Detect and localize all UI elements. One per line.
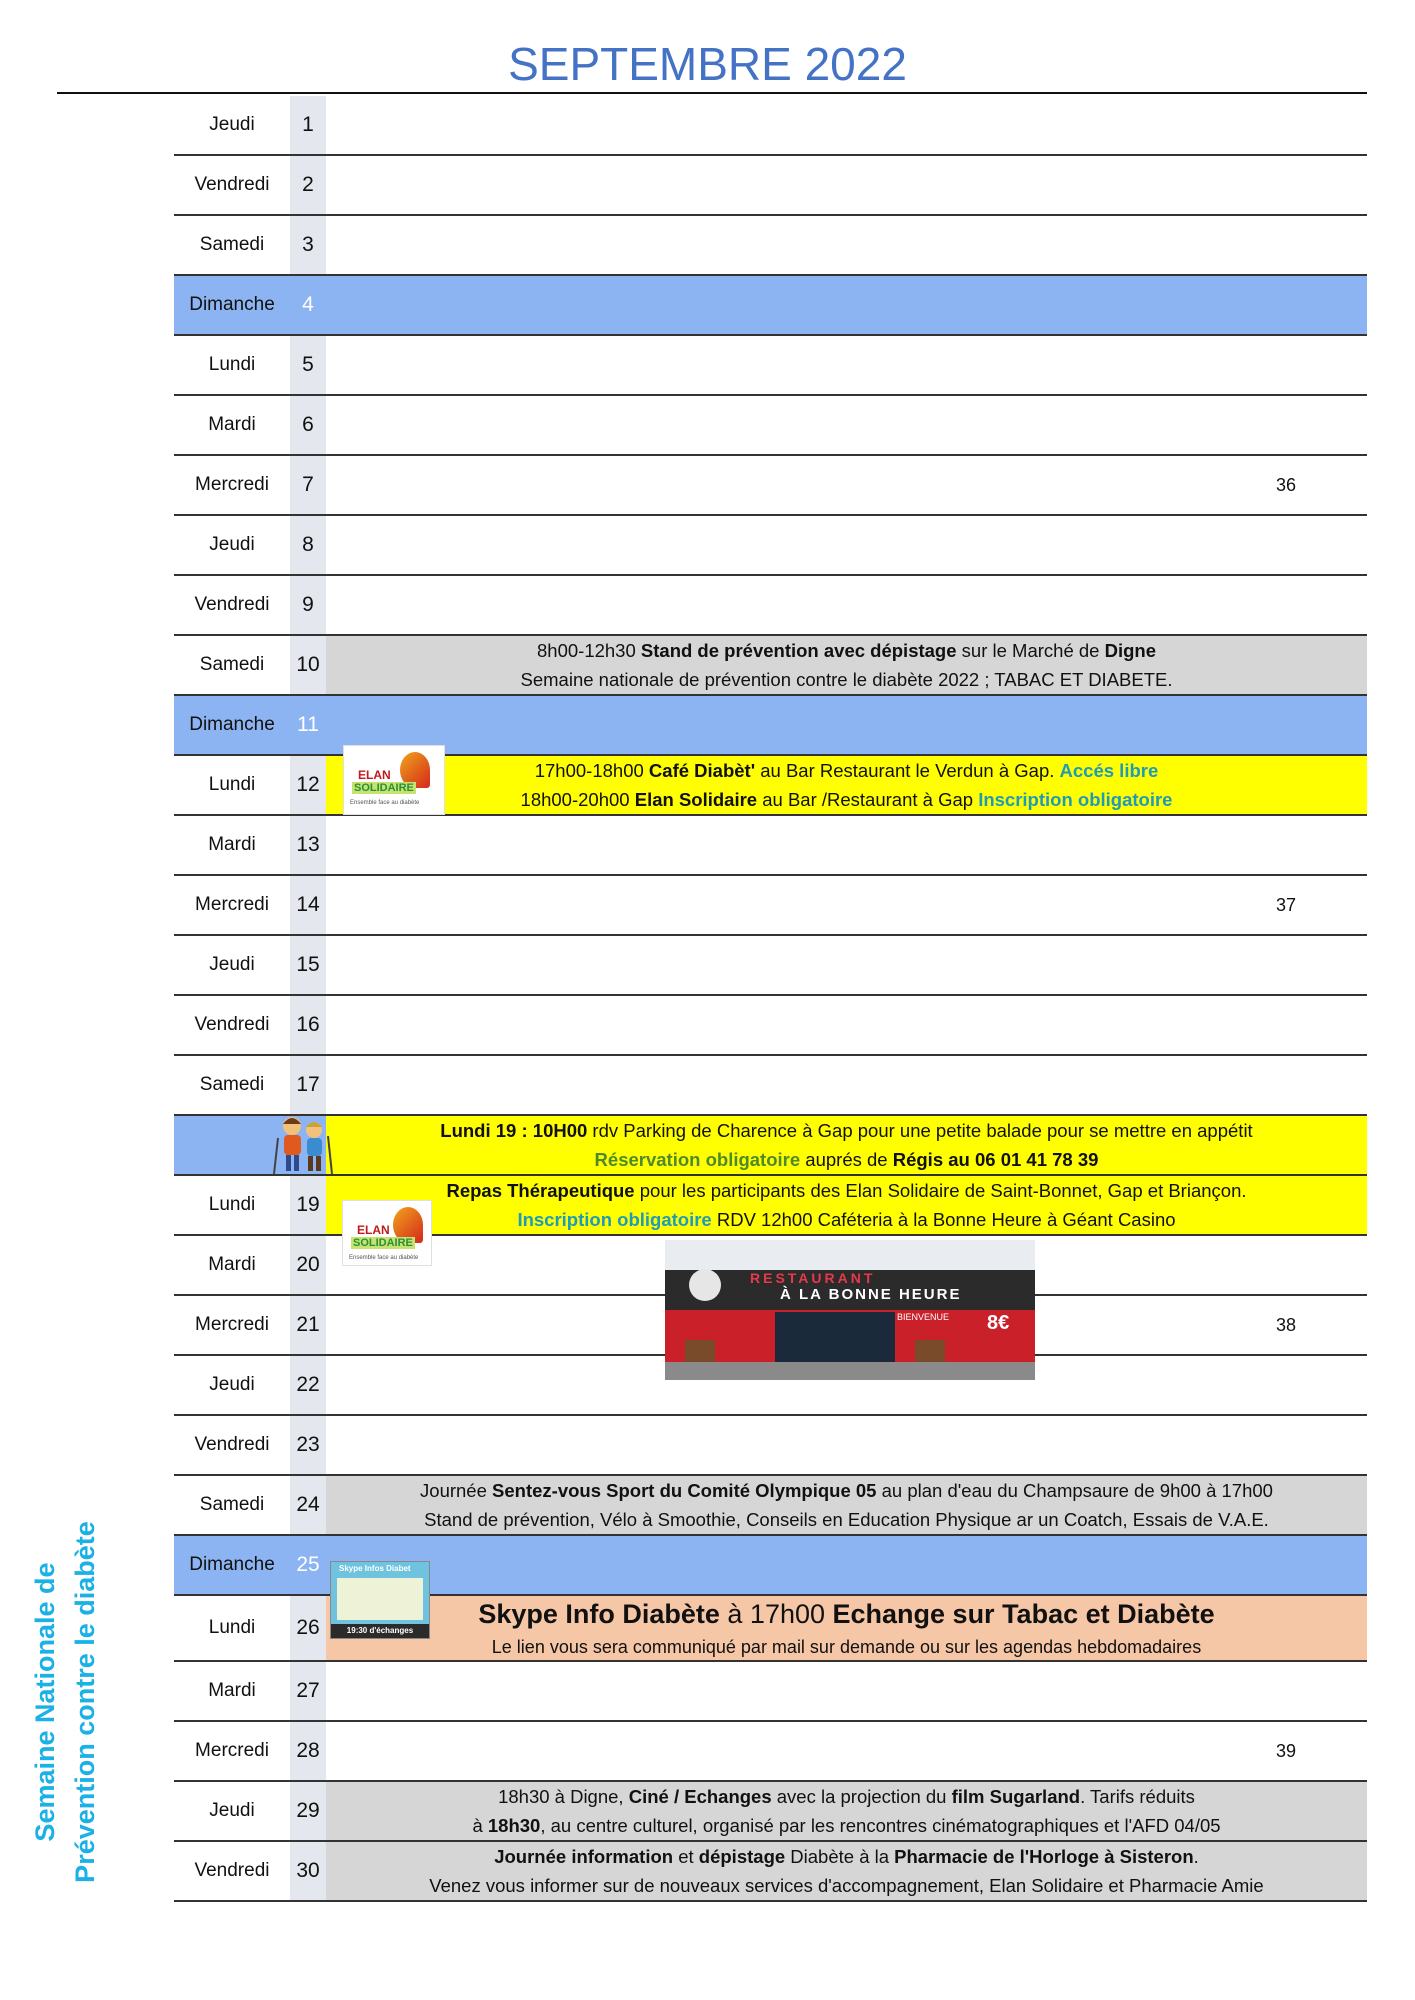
day-name: Mercredi [195, 474, 269, 495]
day-number: 27 [290, 1662, 326, 1720]
calendar-row [174, 396, 1367, 456]
calendar-row [174, 636, 1367, 696]
day-name: Samedi [199, 654, 265, 675]
event-repas-therapeutique: Repas Thérapeutique pour les participants des Elan Solidaire de Saint-Bonnet, Gap et Briançon. Inscription obligatoire RDV 12h00 Caféteria à la Bonne Heure à Géant Casino [326, 1176, 1367, 1234]
calendar-row [174, 816, 1367, 876]
event-skype-info-diabete: Skype Info Diabète à 17h00 Echange sur Tabac et Diabète Le lien vous sera communiqué par mail sur demande ou sur les agendas hebdomadaires [326, 1596, 1367, 1660]
day-number: 9 [290, 576, 326, 634]
day-name: Samedi [199, 234, 265, 255]
calendar-row [174, 1842, 1367, 1902]
restaurant-sign-1: RESTAURANT [750, 1270, 876, 1286]
hikers-illustration [270, 1112, 336, 1178]
week-number: 37 [1275, 895, 1297, 915]
day-name: Mercredi [195, 1740, 269, 1761]
calendar-row [174, 576, 1367, 636]
week-number: 36 [1275, 475, 1297, 495]
day-name: Dimanche [189, 714, 275, 735]
day-number: 3 [290, 216, 326, 274]
day-name: Dimanche [189, 294, 275, 315]
day-number: 7 [290, 456, 326, 514]
day-number: 26 [290, 1596, 326, 1660]
day-number: 2 [290, 156, 326, 214]
day-name: Mercredi [195, 1314, 269, 1335]
calendar-row [174, 276, 1367, 336]
calendar-row [174, 156, 1367, 216]
day-number: 19 [290, 1176, 326, 1234]
side-label-line1: Semaine Nationale de [30, 1562, 60, 1842]
day-name: Jeudi [209, 954, 255, 975]
day-number: 23 [290, 1416, 326, 1474]
day-name: Mardi [208, 414, 256, 435]
restaurant-price: 8€ [987, 1312, 1010, 1334]
day-name: Vendredi [194, 594, 270, 615]
elan-solidaire-logo-2: ELAN SOLIDAIRE Ensemble face au diabète [342, 1200, 432, 1266]
event-balade-charence: Lundi 19 : 10H00 rdv Parking de Charence à Gap pour une petite balade pour se mettre en appétit Réservation obligatoire auprés de Régis au 06 01 41 78 39 [326, 1116, 1367, 1174]
day-name: Mardi [208, 834, 256, 855]
calendar-row [174, 216, 1367, 276]
day-number: 12 [290, 756, 326, 814]
page-title: SEPTEMBRE 2022 [508, 38, 907, 90]
day-number: 8 [290, 516, 326, 574]
calendar-row [174, 1416, 1367, 1476]
calendar-row [174, 1662, 1367, 1722]
day-name: Vendredi [194, 174, 270, 195]
restaurant-sign-3: BIENVENUE [897, 1312, 950, 1322]
day-number: 4 [302, 293, 314, 316]
title-divider [57, 92, 1367, 94]
day-name: Jeudi [209, 1800, 255, 1821]
day-number: 5 [290, 336, 326, 394]
day-name: Lundi [208, 774, 256, 795]
day-name: Jeudi [209, 114, 255, 135]
day-number: 6 [290, 396, 326, 454]
calendar-row [174, 1056, 1367, 1116]
calendar-row [174, 936, 1367, 996]
calendar-row [174, 1782, 1367, 1842]
day-number: 1 [290, 96, 326, 154]
day-name: Samedi [199, 1494, 265, 1515]
day-name: Jeudi [209, 1374, 255, 1395]
calendar-row [174, 516, 1367, 576]
day-name: Lundi [208, 1194, 256, 1215]
day-name: Lundi [208, 354, 256, 375]
day-number: 22 [290, 1356, 326, 1414]
day-name: Vendredi [194, 1434, 270, 1455]
calendar-row [174, 1722, 1367, 1782]
day-number: 30 [290, 1842, 326, 1900]
day-number: 28 [290, 1722, 326, 1780]
day-number: 17 [290, 1056, 326, 1114]
restaurant-sign-2: À LA BONNE HEURE [780, 1286, 962, 1303]
day-number: 21 [290, 1296, 326, 1354]
event-cafe-diabet: 17h00-18h00 Café Diabèt' au Bar Restaurant le Verdun à Gap. Accés libre 18h00-20h00 Elan Solidaire au Bar /Restaurant à Gap Inscription obligatoire [326, 756, 1367, 814]
day-name: Vendredi [194, 1014, 270, 1035]
decorative-underline [360, 994, 592, 996]
day-name: Vendredi [194, 1860, 270, 1881]
side-label [25, 1492, 145, 1912]
week-number: 38 [1275, 1315, 1297, 1335]
skype-info-image: Skype Infos Diabet 19:30 d'échanges [330, 1561, 430, 1639]
calendar-row [174, 96, 1367, 156]
event-cine-echanges: 18h30 à Digne, Ciné / Echanges avec la projection du film Sugarland. Tarifs réduits à 18h30, au centre culturel, organisé par les rencontres cinématographiques et l'AFD 04/05 [326, 1782, 1367, 1840]
day-name: Mercredi [195, 894, 269, 915]
day-number: 20 [290, 1236, 326, 1294]
calendar-row [174, 876, 1367, 936]
day-name: Mardi [208, 1254, 256, 1275]
event-sentez-vous-sport: Journée Sentez-vous Sport du Comité Olympique 05 au plan d'eau du Champsaure de 9h00 à 17h00 Stand de prévention, Vélo à Smoothie, Conseils en Education Physique ar un Coatch, Essais de V.A.E. [326, 1476, 1367, 1534]
day-number: 15 [290, 936, 326, 994]
restaurant-facade-icon [665, 1240, 1035, 1380]
day-number: 10 [290, 636, 326, 694]
calendar-row [174, 1116, 1367, 1176]
day-number: 14 [290, 876, 326, 934]
day-number: 24 [290, 1476, 326, 1534]
calendar-row [174, 996, 1367, 1056]
restaurant-photo [665, 1240, 1035, 1380]
calendar-row [174, 456, 1367, 516]
day-name: Samedi [199, 1074, 265, 1095]
day-number: 29 [290, 1782, 326, 1840]
day-number: 25 [296, 1553, 320, 1576]
day-name: Jeudi [209, 534, 255, 555]
day-number: 11 [297, 713, 319, 736]
day-name: Lundi [208, 1617, 256, 1638]
event-pharmacie-horloge: Journée information et dépistage Diabète à la Pharmacie de l'Horloge à Sisteron. Venez vous informer sur de nouveaux services d'accompagnement, Elan Solidaire et Pharmacie Amie [326, 1842, 1367, 1900]
event-stand-prevention-digne: 8h00-12h30 Stand de prévention avec dépistage sur le Marché de Digne Semaine nationale de prévention contre le diabète 2022 ; TABAC ET DIABETE. [326, 636, 1367, 694]
calendar-row [174, 1476, 1367, 1536]
elan-solidaire-logo: ELAN SOLIDAIRE Ensemble face au diabète [343, 745, 445, 815]
day-number: 13 [290, 816, 326, 874]
day-number: 16 [290, 996, 326, 1054]
side-label-line2: Prévention contre le diabète [70, 1521, 100, 1883]
skype-faces-icon [337, 1578, 423, 1620]
week-number: 39 [1275, 1741, 1297, 1761]
day-name: Dimanche [189, 1554, 275, 1575]
day-name: Mardi [208, 1680, 256, 1701]
calendar-row [174, 336, 1367, 396]
